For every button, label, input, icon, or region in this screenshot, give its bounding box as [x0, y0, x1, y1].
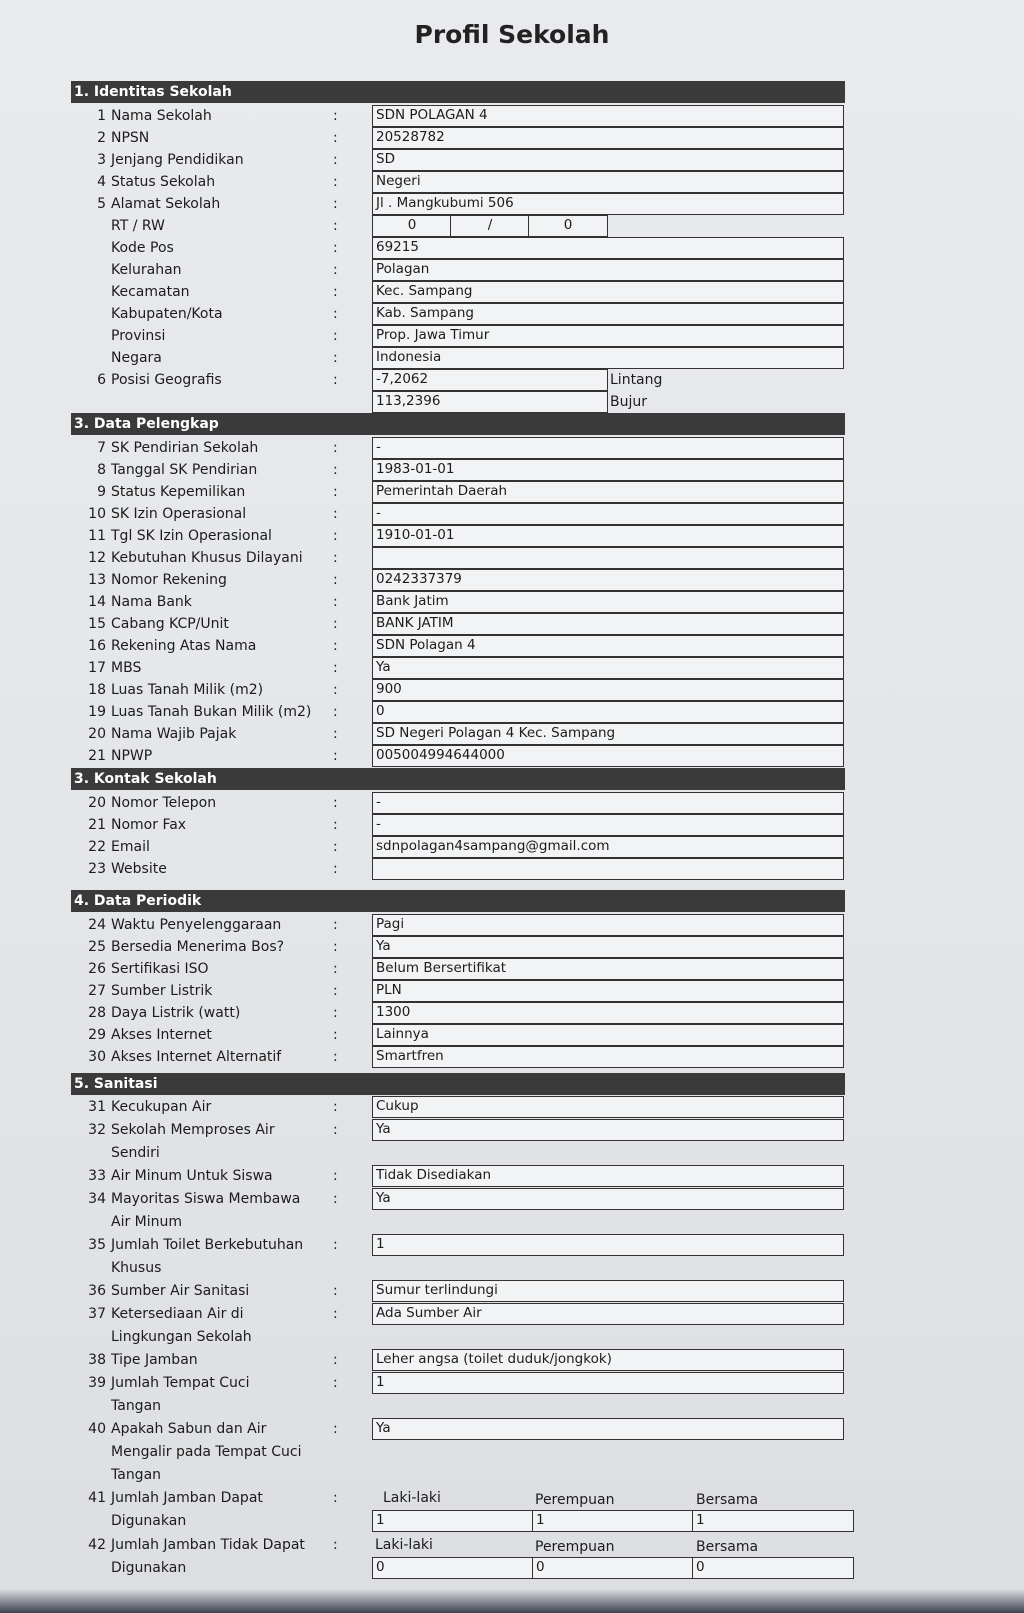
field-label: NPSN [111, 130, 150, 146]
table-surface [0, 1590, 1024, 1613]
field-row [0, 547, 1024, 569]
field-value: Bank Jatim [372, 591, 844, 613]
field-value: Leher angsa (toilet duduk/jongkok) [372, 1349, 844, 1371]
field-value: Ya [372, 1418, 844, 1440]
lintang-value: -7,2062 [372, 369, 608, 391]
field-number: 37 [88, 1306, 106, 1322]
field-colon: : [333, 1306, 338, 1322]
field-colon: : [333, 1237, 338, 1253]
field-row-nama-sekolah [0, 105, 1024, 127]
field-value: - [372, 437, 844, 459]
field-label: Sumber Listrik [111, 983, 213, 999]
field-number: 2 [97, 130, 106, 146]
field-value: PLN [372, 980, 844, 1002]
field-colon: : [333, 1027, 338, 1043]
field-row [0, 936, 1024, 958]
field-colon: : [333, 594, 338, 610]
field-number: 16 [88, 638, 106, 654]
field-row-kabupaten [0, 303, 1024, 325]
field-value: Kec. Sampang [372, 281, 844, 303]
header-laki: Laki-laki [383, 1490, 441, 1506]
field-number: 7 [97, 440, 106, 456]
field-value: Negeri [372, 171, 844, 193]
field-value [372, 858, 844, 880]
field-colon: : [333, 218, 338, 234]
field-number: 11 [88, 528, 106, 544]
field-value: 005004994644000 [372, 745, 844, 767]
field-label: Jumlah Jamban Tidak Dapat Digunakan [111, 1537, 305, 1576]
field-label: Akses Internet Alternatif [111, 1049, 282, 1065]
bujur-label: Bujur [610, 394, 647, 410]
field-number: 36 [88, 1283, 106, 1299]
field-number: 24 [88, 917, 106, 933]
field-colon: : [333, 506, 338, 522]
value-laki: 0 [372, 1557, 534, 1579]
field-number: 19 [88, 704, 106, 720]
field-value: SD Negeri Polagan 4 Kec. Sampang [372, 723, 844, 745]
field-row [0, 814, 1024, 836]
field-number: 20 [88, 795, 106, 811]
rw-value: 0 [528, 215, 608, 237]
field-row [0, 1119, 1024, 1165]
field-value: Ya [372, 1119, 844, 1141]
field-number: 42 [88, 1537, 106, 1553]
field-label: Jenjang Pendidikan [111, 152, 244, 168]
field-number: 5 [97, 196, 106, 212]
field-row [0, 858, 1024, 880]
field-colon: : [333, 306, 338, 322]
field-value: 1 [372, 1234, 844, 1256]
field-colon: : [333, 1122, 338, 1138]
field-number: 1 [97, 108, 106, 124]
header-bersama: Bersama [696, 1539, 759, 1555]
field-value: Kab. Sampang [372, 303, 844, 325]
field-row-status [0, 171, 1024, 193]
field-label: Kebutuhan Khusus Dilayani [111, 550, 303, 566]
field-label: Nama Wajib Pajak [111, 726, 237, 742]
field-value: BANK JATIM [372, 613, 844, 635]
field-number: 41 [88, 1490, 106, 1506]
value-perempuan: 0 [532, 1557, 694, 1579]
field-label: SK Pendirian Sekolah [111, 440, 259, 456]
field-value: 0242337379 [372, 569, 844, 591]
field-row [0, 745, 1024, 767]
field-row-negara [0, 347, 1024, 369]
field-label: Nama Bank [111, 594, 192, 610]
field-number: 33 [88, 1168, 106, 1184]
rt-rw-separator: / [450, 215, 530, 237]
field-colon: : [333, 917, 338, 933]
field-label: Alamat Sekolah [111, 196, 221, 212]
field-row [0, 1303, 1024, 1349]
field-row [0, 635, 1024, 657]
field-label: Apakah Sabun dan Air Mengalir pada Tempat Cuci Tangan [111, 1421, 302, 1483]
rt-value: 0 [372, 215, 452, 237]
field-number: 40 [88, 1421, 106, 1437]
field-value: 1300 [372, 1002, 844, 1024]
field-row-posisi-geografis [0, 369, 1024, 391]
field-value: - [372, 503, 844, 525]
field-label: Luas Tanah Bukan Milik (m2) [111, 704, 312, 720]
field-value: Pagi [372, 914, 844, 936]
field-row [0, 591, 1024, 613]
field-colon: : [333, 1537, 338, 1553]
field-value: 900 [372, 679, 844, 701]
field-label: Tgl SK Izin Operasional [111, 528, 272, 544]
field-colon: : [333, 174, 338, 190]
field-number: 26 [88, 961, 106, 977]
header-perempuan: Perempuan [535, 1539, 615, 1555]
field-label: Provinsi [111, 328, 166, 344]
field-number: 28 [88, 1005, 106, 1021]
field-number: 31 [88, 1099, 106, 1115]
value-bersama: 1 [692, 1510, 854, 1532]
field-value: 20528782 [372, 127, 844, 149]
field-colon: : [333, 1421, 338, 1437]
field-label: Waktu Penyelenggaraan [111, 917, 282, 933]
field-value: - [372, 792, 844, 814]
field-value: Indonesia [372, 347, 844, 369]
field-label: Website [111, 861, 167, 877]
field-value: Ya [372, 936, 844, 958]
field-label: Rekening Atas Nama [111, 638, 257, 654]
field-colon: : [333, 262, 338, 278]
field-row [0, 1002, 1024, 1024]
field-colon: : [333, 440, 338, 456]
field-label: Daya Listrik (watt) [111, 1005, 241, 1021]
field-label: SK Izin Operasional [111, 506, 247, 522]
field-colon: : [333, 616, 338, 632]
field-colon: : [333, 1352, 338, 1368]
field-value: Polagan [372, 259, 844, 281]
field-row [0, 569, 1024, 591]
field-label: Kelurahan [111, 262, 182, 278]
field-colon: : [333, 726, 338, 742]
field-colon: : [333, 462, 338, 478]
field-colon: : [333, 328, 338, 344]
field-colon: : [333, 748, 338, 764]
field-colon: : [333, 1191, 338, 1207]
field-colon: : [333, 152, 338, 168]
field-value: 1910-01-01 [372, 525, 844, 547]
field-row [0, 459, 1024, 481]
field-colon: : [333, 817, 338, 833]
field-label: Kecamatan [111, 284, 190, 300]
field-number: 13 [88, 572, 106, 588]
field-label: NPWP [111, 748, 153, 764]
field-colon: : [333, 1168, 338, 1184]
field-value: Cukup [372, 1096, 844, 1118]
field-row [0, 525, 1024, 547]
field-label: RT / RW [111, 218, 165, 234]
field-label: Nama Sekolah [111, 108, 212, 124]
field-number: 27 [88, 983, 106, 999]
field-number: 23 [88, 861, 106, 877]
field-row-npsn [0, 127, 1024, 149]
field-value: SDN Polagan 4 [372, 635, 844, 657]
field-colon: : [333, 682, 338, 698]
field-number: 34 [88, 1191, 106, 1207]
field-label: Mayoritas Siswa Membawa Air Minum [111, 1191, 301, 1230]
field-value: Pemerintah Daerah [372, 481, 844, 503]
field-number: 22 [88, 839, 106, 855]
field-row-jamban-tidak [0, 1534, 1024, 1580]
field-colon: : [333, 638, 338, 654]
field-row [0, 1024, 1024, 1046]
section-header-identitas: 1. Identitas Sekolah [71, 81, 845, 103]
field-value: SD [372, 149, 844, 171]
field-label: Posisi Geografis [111, 372, 222, 388]
field-row [0, 657, 1024, 679]
field-colon: : [333, 240, 338, 256]
field-value [372, 547, 844, 569]
field-number: 8 [97, 462, 106, 478]
field-row [0, 1280, 1024, 1302]
field-label: Air Minum Untuk Siswa [111, 1168, 273, 1184]
field-row-jenjang [0, 149, 1024, 171]
field-label: Akses Internet [111, 1027, 212, 1043]
field-number: 32 [88, 1122, 106, 1138]
section-header-sanitasi: 5. Sanitasi [71, 1073, 845, 1095]
field-value: 1 [372, 1372, 844, 1394]
field-number: 25 [88, 939, 106, 955]
field-value: Lainnya [372, 1024, 844, 1046]
field-row [0, 503, 1024, 525]
field-row-alamat [0, 193, 1024, 215]
field-colon: : [333, 961, 338, 977]
field-colon: : [333, 484, 338, 500]
page-title: Profil Sekolah [414, 20, 610, 49]
field-value: - [372, 814, 844, 836]
field-label: Luas Tanah Milik (m2) [111, 682, 264, 698]
section-header-kontak: 3. Kontak Sekolah [71, 768, 845, 790]
field-number: 21 [88, 817, 106, 833]
field-value: Tidak Disediakan [372, 1165, 844, 1187]
field-label: Status Sekolah [111, 174, 216, 190]
field-row [0, 980, 1024, 1002]
field-colon: : [333, 939, 338, 955]
field-colon: : [333, 1005, 338, 1021]
field-value: Ya [372, 657, 844, 679]
field-row [0, 723, 1024, 745]
field-row [0, 437, 1024, 459]
value-bersama: 0 [692, 1557, 854, 1579]
field-row [0, 1349, 1024, 1371]
field-value: SDN POLAGAN 4 [372, 105, 844, 127]
field-value: sdnpolagan4sampang@gmail.com [372, 836, 844, 858]
field-label: Email [111, 839, 150, 855]
field-colon: : [333, 795, 338, 811]
field-row-bujur [0, 391, 1024, 413]
field-colon: : [333, 350, 338, 366]
value-laki: 1 [372, 1510, 534, 1532]
field-colon: : [333, 196, 338, 212]
section-header-periodik: 4. Data Periodik [71, 890, 845, 912]
field-number: 35 [88, 1237, 106, 1253]
field-label: Ketersediaan Air di Lingkungan Sekolah [111, 1306, 252, 1345]
field-colon: : [333, 130, 338, 146]
field-label: Sertifikasi ISO [111, 961, 209, 977]
field-row-kecamatan [0, 281, 1024, 303]
header-bersama: Bersama [696, 1492, 759, 1508]
field-label: Kode Pos [111, 240, 174, 256]
field-value: Ada Sumber Air [372, 1303, 844, 1325]
value-perempuan: 1 [532, 1510, 694, 1532]
field-number: 18 [88, 682, 106, 698]
field-label: MBS [111, 660, 142, 676]
field-number: 14 [88, 594, 106, 610]
field-number: 38 [88, 1352, 106, 1368]
field-colon: : [333, 1283, 338, 1299]
field-number: 6 [97, 372, 106, 388]
field-row [0, 958, 1024, 980]
field-value: Jl . Mangkubumi 506 [372, 193, 844, 215]
field-label: Jumlah Tempat Cuci Tangan [111, 1375, 250, 1414]
field-number: 10 [88, 506, 106, 522]
field-row [0, 613, 1024, 635]
field-row [0, 679, 1024, 701]
field-row [0, 1165, 1024, 1187]
field-value: 0 [372, 701, 844, 723]
field-label: Sumber Air Sanitasi [111, 1283, 250, 1299]
field-number: 29 [88, 1027, 106, 1043]
field-label: Jumlah Jamban Dapat Digunakan [111, 1490, 263, 1529]
field-label: Bersedia Menerima Bos? [111, 939, 285, 955]
field-label: Tanggal SK Pendirian [111, 462, 258, 478]
header-perempuan: Perempuan [535, 1492, 615, 1508]
field-colon: : [333, 704, 338, 720]
field-colon: : [333, 983, 338, 999]
field-label: Kecukupan Air [111, 1099, 212, 1115]
field-colon: : [333, 108, 338, 124]
field-value: Belum Bersertifikat [372, 958, 844, 980]
field-row [0, 701, 1024, 723]
field-colon: : [333, 284, 338, 300]
field-colon: : [333, 839, 338, 855]
field-number: 20 [88, 726, 106, 742]
field-label: Sekolah Memproses Air Sendiri [111, 1122, 275, 1161]
field-number: 3 [97, 152, 106, 168]
bujur-value: 113,2396 [372, 391, 608, 413]
field-row [0, 1418, 1024, 1487]
field-number: 4 [97, 174, 106, 190]
field-number: 21 [88, 748, 106, 764]
field-colon: : [333, 1375, 338, 1391]
field-value: Ya [372, 1188, 844, 1210]
field-colon: : [333, 1099, 338, 1115]
field-label: Jumlah Toilet Berkebutuhan Khusus [111, 1237, 304, 1276]
field-row [0, 1372, 1024, 1418]
field-label: Negara [111, 350, 162, 366]
field-row [0, 1188, 1024, 1234]
field-colon: : [333, 861, 338, 877]
field-row-kelurahan [0, 259, 1024, 281]
field-number: 12 [88, 550, 106, 566]
field-row-jamban-dapat [0, 1487, 1024, 1533]
field-row [0, 792, 1024, 814]
field-value: 1983-01-01 [372, 459, 844, 481]
field-value: 69215 [372, 237, 844, 259]
field-row [0, 481, 1024, 503]
field-colon: : [333, 372, 338, 388]
field-colon: : [333, 1049, 338, 1065]
field-label: Nomor Fax [111, 817, 187, 833]
section-header-pelengkap: 3. Data Pelengkap [71, 413, 845, 435]
field-colon: : [333, 660, 338, 676]
field-number: 30 [88, 1049, 106, 1065]
field-colon: : [333, 528, 338, 544]
field-row [0, 1046, 1024, 1068]
field-number: 39 [88, 1375, 106, 1391]
field-row [0, 1234, 1024, 1280]
field-number: 9 [97, 484, 106, 500]
field-row-kode-pos [0, 237, 1024, 259]
field-label: Nomor Telepon [111, 795, 217, 811]
field-value: Sumur terlindungi [372, 1280, 844, 1302]
field-label: Kabupaten/Kota [111, 306, 223, 322]
field-row [0, 914, 1024, 936]
field-value: Prop. Jawa Timur [372, 325, 844, 347]
field-label: Cabang KCP/Unit [111, 616, 229, 632]
field-label: Status Kepemilikan [111, 484, 246, 500]
header-laki: Laki-laki [375, 1537, 433, 1553]
field-colon: : [333, 572, 338, 588]
field-row-rt-rw [0, 215, 1024, 237]
field-row [0, 836, 1024, 858]
field-value: Smartfren [372, 1046, 844, 1068]
lintang-label: Lintang [610, 372, 663, 388]
field-label: Nomor Rekening [111, 572, 227, 588]
field-row-provinsi [0, 325, 1024, 347]
field-row [0, 1096, 1024, 1118]
field-number: 15 [88, 616, 106, 632]
field-colon: : [333, 550, 338, 566]
field-label: Tipe Jamban [111, 1352, 198, 1368]
field-colon: : [333, 1490, 338, 1506]
field-number: 17 [88, 660, 106, 676]
